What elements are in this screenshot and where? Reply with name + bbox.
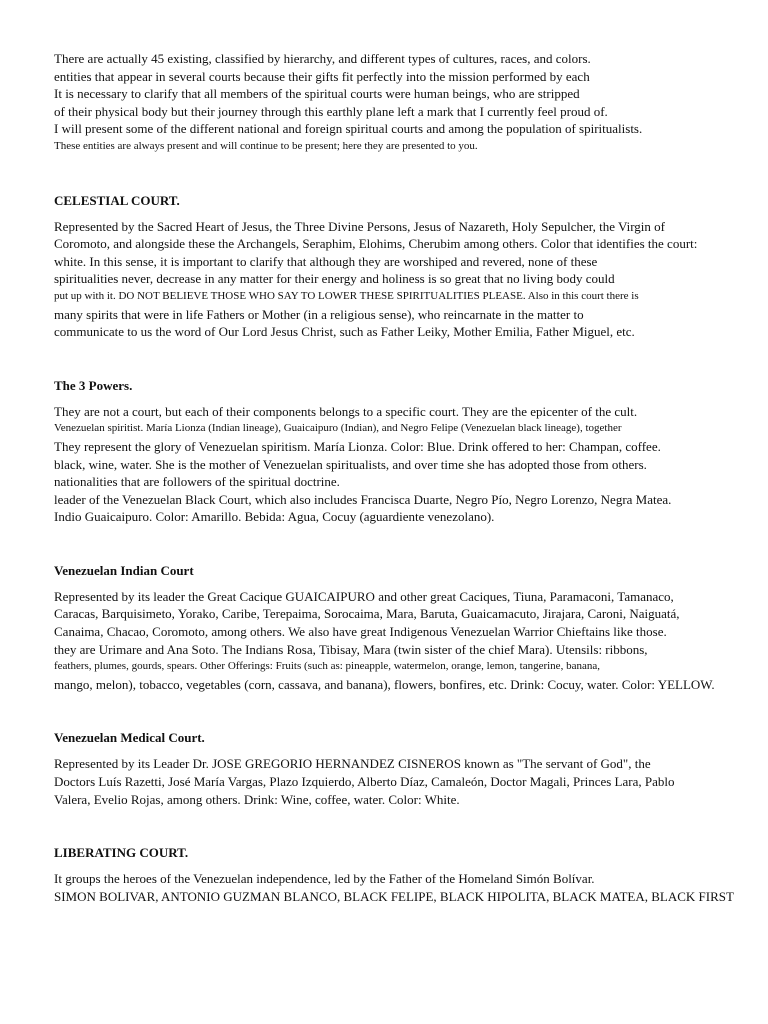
court-section: [54, 192, 768, 341]
section-heading: Venezuelan Medical Court.: [54, 730, 205, 746]
sections-container: [54, 192, 768, 906]
section-heading: CELESTIAL COURT.: [54, 192, 180, 208]
text-line: They are not a court, but each of their components belongs to a specific court. They are the epicenter of the cult.: [54, 403, 638, 419]
text-line: Venezuelan spiritist. María Lionza (Indian lineage), Guaicaipuro (Indian), and Negro Felipe (Venezuelan black lineage), together: [54, 422, 622, 435]
text-line: black, wine, water. She is the mother of Venezuelan spiritualists, and over time she has adopted those from others.: [54, 456, 647, 472]
text-line: put up with it. DO NOT BELIEVE THOSE WHO SAY TO LOWER THESE SPIRITUALITIES PLEASE. Also in this court there is: [54, 289, 639, 302]
text-line: Valera, Evelio Rojas, among others. Drink: Wine, coffee, water. Color: White.: [54, 791, 460, 807]
text-line: Represented by the Sacred Heart of Jesus, the Three Divine Persons, Jesus of Nazareth, Holy Sepulcher, the Virgin of: [54, 218, 665, 234]
section-heading: Venezuelan Indian Court: [54, 562, 194, 578]
text-line: communicate to us the word of Our Lord Jesus Christ, such as Father Leiky, Mother Emilia, Father Miguel, etc.: [54, 324, 635, 340]
text-line: Coromoto, and alongside these the Archangels, Seraphim, Elohims, Cherubim among others. Color that identifies the court:: [54, 236, 698, 252]
text-line: I will present some of the different national and foreign spiritual courts and among the population of spiritualists.: [54, 121, 643, 137]
court-section: [54, 844, 768, 905]
court-section: [54, 377, 768, 526]
document-page: [54, 50, 768, 905]
intro-paragraph: [54, 50, 768, 156]
text-line: leader of the Venezuelan Black Court, which also includes Francisca Duarte, Negro Pío, Negro Lorenzo, Negra Matea.: [54, 491, 672, 507]
text-line: of their physical body but their journey through this earthly plane left a mark that I currently feel proud of.: [54, 103, 608, 119]
court-section: [54, 562, 768, 694]
section-heading: The 3 Powers.: [54, 377, 133, 393]
text-line: spiritualities never, decrease in any matter for their energy and holiness is so great that no living body could: [54, 271, 615, 287]
section-paragraph: [54, 755, 768, 808]
section-heading: LIBERATING COURT.: [54, 845, 189, 861]
text-line: Represented by its Leader Dr. JOSE GREGORIO HERNANDEZ CISNEROS known as "The servant of God", the: [54, 756, 651, 772]
text-line: Represented by its leader the Great Cacique GUAICAIPURO and other great Caciques, Tiuna, Paramaconi, Tamanaco,: [54, 588, 674, 604]
text-line: Doctors Luís Razetti, José María Vargas, Plazo Izquierdo, Alberto Díaz, Camaleón, Doctor Magali, Princes Lara, Pablo: [54, 774, 675, 790]
text-line: SIMON BOLIVAR, ANTONIO GUZMAN BLANCO, BLACK FELIPE, BLACK HIPOLITA, BLACK MATEA, BLACK FIRST: [54, 888, 734, 904]
text-line: entities that appear in several courts because their gifts fit perfectly into the mission performed by each: [54, 68, 590, 84]
text-line: It is necessary to clarify that all members of the spiritual courts were human beings, who are stripped: [54, 86, 580, 102]
text-line: They represent the glory of Venezuelan spiritism. María Lionza. Color: Blue. Drink offered to her: Champan, coffee.: [54, 438, 661, 454]
court-section: [54, 729, 768, 808]
text-line: It groups the heroes of the Venezuelan independence, led by the Father of the Homeland Simón Bolívar.: [54, 871, 595, 887]
text-line: mango, melon), tobacco, vegetables (corn, cassava, and banana), flowers, bonfires, etc. Drink: Cocuy, water. Color: YELLOW.: [54, 676, 715, 692]
text-line: white. In this sense, it is important to clarify that although they are worshiped and revered, none of these: [54, 253, 598, 269]
text-line: feathers, plumes, gourds, spears. Other Offerings: Fruits (such as: pineapple, watermelon, orange, lemon, tangerine, banana,: [54, 660, 600, 673]
text-line: many spirits that were in life Fathers or Mother (in a religious sense), who reincarnate in the matter to: [54, 306, 584, 322]
text-line: There are actually 45 existing, classified by hierarchy, and different types of cultures, races, and colors.: [54, 51, 591, 66]
text-line: nationalities that are followers of the spiritual doctrine.: [54, 474, 340, 490]
text-line: Indio Guaicaipuro. Color: Amarillo. Bebida: Agua, Cocuy (aguardiente venezolano).: [54, 509, 495, 525]
section-paragraph: [54, 870, 768, 905]
text-line: Canaima, Chacao, Coromoto, among others. We also have great Indigenous Venezuelan Warrior Chieftains like those.: [54, 624, 667, 640]
text-line: These entities are always present and will continue to be present; here they are presented to you.: [54, 139, 478, 152]
section-paragraph: [54, 218, 768, 341]
section-paragraph: [54, 403, 768, 526]
text-line: they are Urimare and Ana Soto. The Indians Rosa, Tibisay, Mara (twin sister of the chief Mara). Utensils: ribbons,: [54, 641, 648, 657]
section-paragraph: [54, 588, 768, 694]
text-line: Caracas, Barquisimeto, Yorako, Caribe, Terepaima, Sorocaima, Mara, Baruta, Guaicamacuto, Jirajara, Caroni, Naiguatá,: [54, 606, 680, 622]
